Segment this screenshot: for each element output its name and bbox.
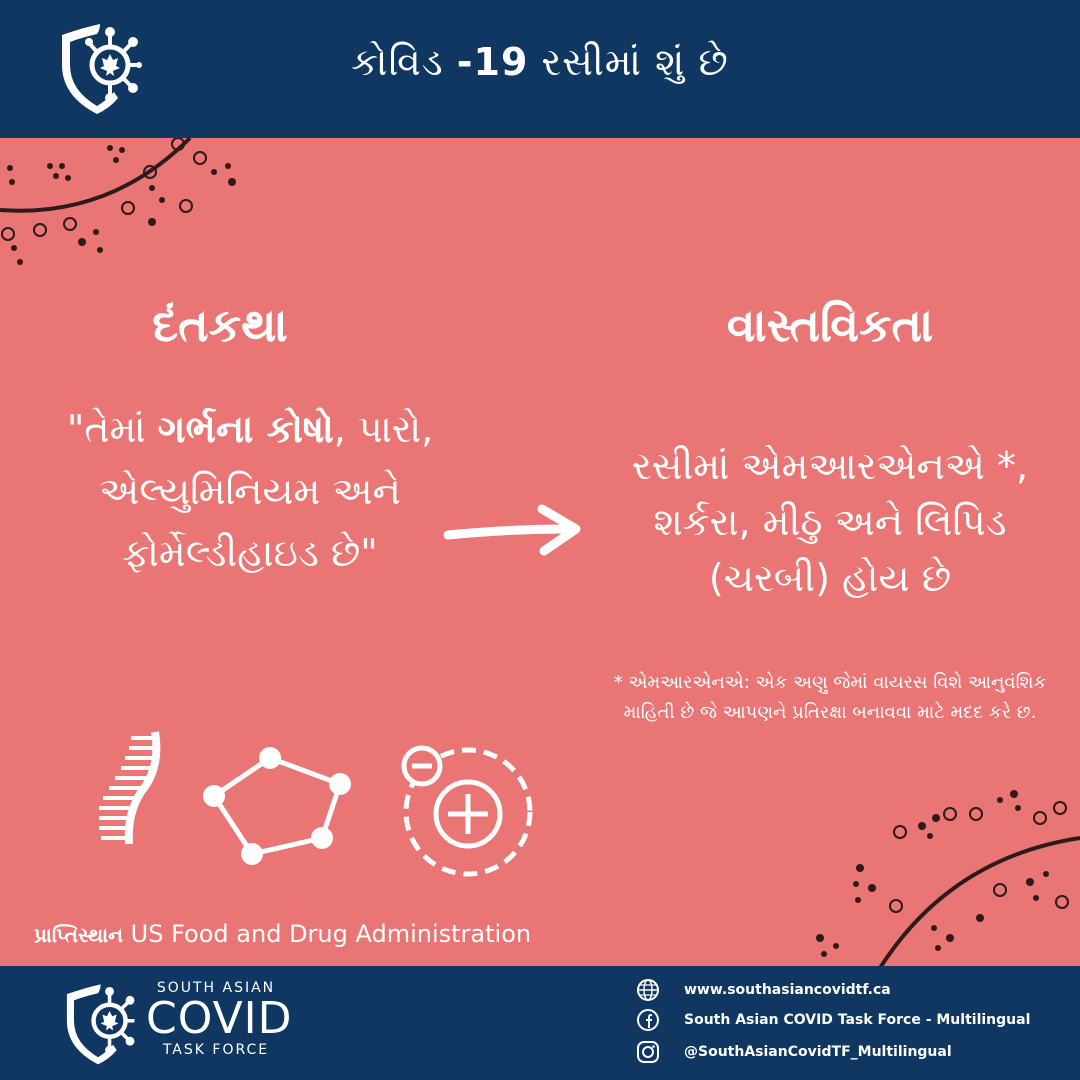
instagram-text[interactable]: @SouthAsianCovidTF_Multilingual <box>684 1044 952 1060</box>
facebook-icon <box>636 1008 660 1032</box>
header-bar <box>0 0 1080 138</box>
brand-line-1: SOUTH ASIAN <box>156 980 276 996</box>
decorative-pattern-bottom-right <box>800 778 1080 966</box>
brand-wordmark <box>146 980 293 1058</box>
main-panel <box>0 138 1080 966</box>
lipid-charge-icon <box>398 742 538 882</box>
website-text[interactable]: www.southasiancovidtf.ca <box>684 982 891 998</box>
molecule-ring-icon <box>200 738 360 868</box>
instagram-icon <box>636 1040 660 1064</box>
footer-bar <box>0 966 1080 1080</box>
globe-icon <box>636 978 660 1002</box>
arrow-right-icon <box>440 501 590 561</box>
mrna-strand-icon <box>95 728 170 848</box>
mrna-footnote: * એમઆરએનએ: એક અણુ જેમાં વાયરસ વિશે આનુવંશિક માહિતી છે જે આપણને પ્રતિરક્ષા બનાવવા માટે મદદ કરે છ. <box>613 672 1047 723</box>
facebook-text[interactable]: South Asian COVID Task Force - Multilingual <box>684 1012 1031 1028</box>
brand-line-2: COVID <box>146 993 293 1044</box>
decorative-pattern-top-left <box>0 138 260 288</box>
fact-statement: રસીમાં એમઆરએનએ *, શર્કરા, મીઠુ અને લિપિડ (ચરબી) હોય છે <box>631 444 1029 600</box>
myth-statement: "તેમાં ગર્ભના કોષો, પારો, એલ્યુમિનિયમ અને ફોર્મેલ્ડીહાઇડ છે" <box>66 407 434 575</box>
myth-heading: દંતકથા <box>152 298 288 352</box>
fact-heading: વાસ્તવિકતા <box>726 298 934 352</box>
brand-line-3: TASK FORCE <box>162 1042 270 1058</box>
shield-virus-logo-icon <box>58 978 138 1068</box>
source-credit: પ્રાપ્તિસ્થાન US Food and Drug Administration <box>34 920 532 948</box>
page-title: કોવિડ -19 રસીમાં શું છે <box>351 40 729 84</box>
